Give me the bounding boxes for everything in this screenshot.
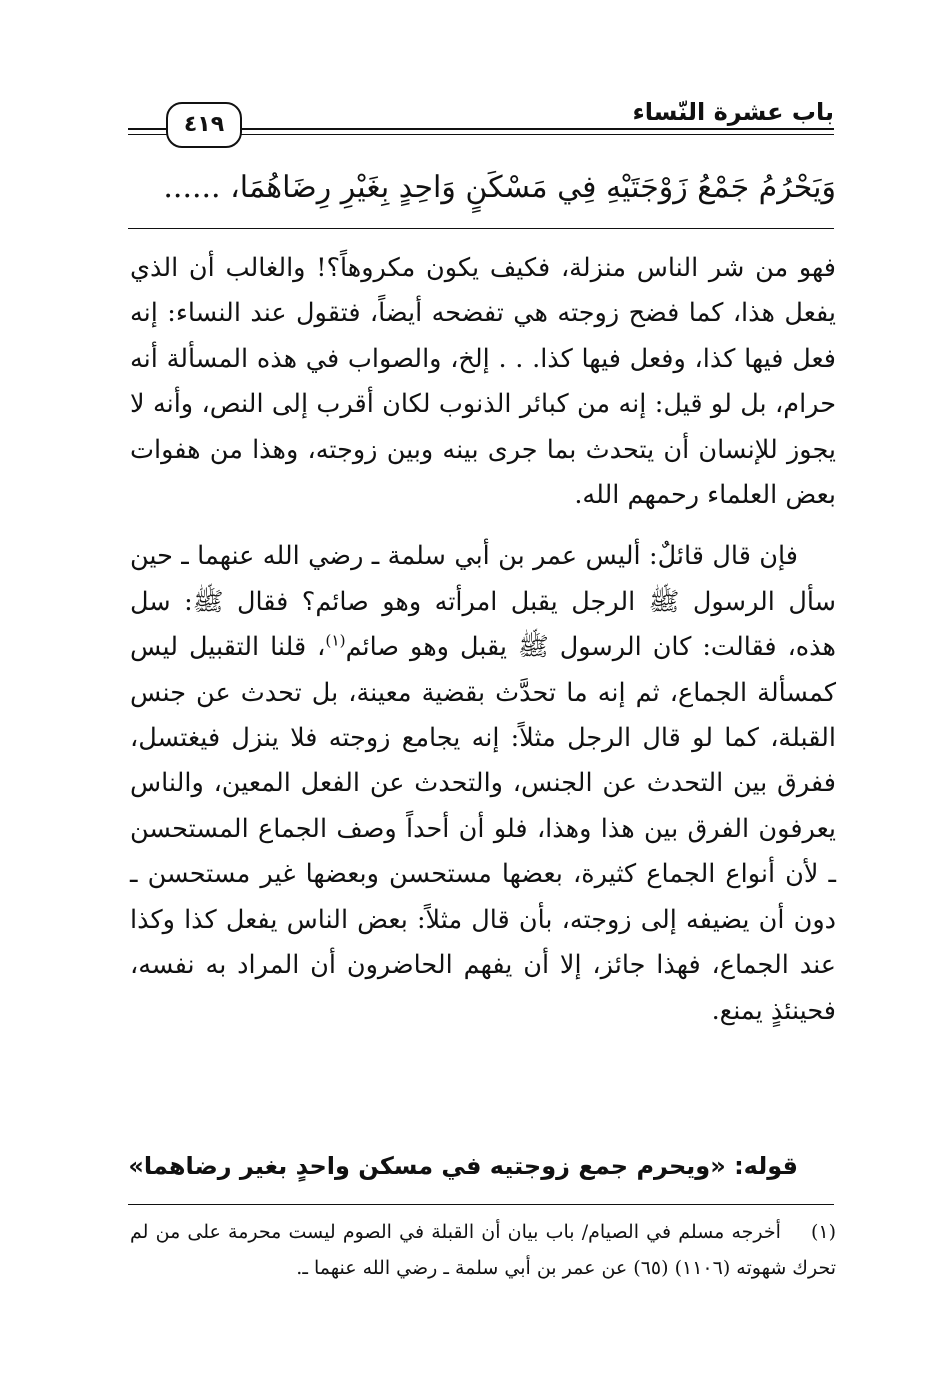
footnote-text: أخرجه مسلم في الصيام/ باب بيان أن القبلة في الصوم ليست محرمة على من لم تحرك شهوته (١١٠٦) (٦٥) عن عمر بن أبي سلمة ـ رضي الله عنهما ـ. xyxy=(130,1221,836,1279)
paragraph-2-start: فإن قال قائلٌ: أليس عمر بن أبي سلمة ـ رضي الله عنهما ـ حين سأل الرسول ﷺ الرجل يقبل امرأته وهو صائم؟ فقال ﷺ: سل هذه، فقالت: كان الرسول ﷺ يقبل وهو صائم xyxy=(130,541,836,663)
footnote-number: (١) xyxy=(810,1221,836,1243)
footnote xyxy=(130,1214,836,1286)
matn-divider xyxy=(128,228,834,229)
paragraph-2-rest: ، قلنا التقبيل ليس كمسألة الجماع، ثم إنه ما تحدَّث بقضية معينة، بل تحدث عن جنس القبلة، كما لو قال الرجل مثلاً: إنه يجامع زوجته فلا ينزل فيغتسل، ففرق بين التحدث عن الجنس، والتحدث عن الفعل المعين، والناس يعرفون الفرق بين هذا وهذا، فلو أن أحداً وصف الجماع المستحسن ـ لأن أنواع الجماع كثيرة، بعضها مستحسن وبعضها غير مستحسن ـ دون أن يضيفه إلى زوجته، بأن قال مثلاً: بعض الناس يفعل كذا وكذا عند الجماع، فهذا جائز، إلا أن يفهم الحاضرون أن المراد به نفسه، فحينئذٍ يمنع. xyxy=(130,632,836,1026)
paragraph-1: فهو من شر الناس منزلة، فكيف يكون مكروهاً؟! والغالب أن الذي يفعل هذا، كما فضح زوجته هي تفضحه أيضاً، فتقول عند النساء: إنه فعل فيها كذا، وفعل فيها كذا. . . إلخ، والصواب في هذه المسألة أنه حرام، بل لو قيل: إنه من كبائر الذنوب لكان أقرب إلى النص، وأنه لا يجوز للإنسان أن يتحدث بما جرى بينه وبين زوجته، وهذا من هفوات بعض العلماء رحمهم الله. xyxy=(130,253,836,511)
qawluhu-heading xyxy=(130,1146,836,1186)
paragraph-2 xyxy=(130,534,836,1033)
matn-text: وَيَحْرُمُ جَمْعُ زَوْجَتَيْهِ فِي مَسْكَنٍ وَاحِدٍ بِغَيْرِ رِضَاهُمَا، ...... xyxy=(163,170,836,205)
chapter-title: باب عشرة النّساء xyxy=(632,98,834,126)
qawluhu-label: قوله: xyxy=(734,1152,798,1180)
page-header xyxy=(128,96,834,152)
page-number: ٤١٩ xyxy=(166,102,242,148)
footnote-divider xyxy=(128,1204,834,1205)
footnote-ref: (١) xyxy=(325,631,346,650)
commentary-body xyxy=(130,246,836,1034)
qawluhu-quote: «ويحرم جمع زوجتيه في مسكن واحدٍ بغير رضاهما» xyxy=(128,1152,726,1180)
